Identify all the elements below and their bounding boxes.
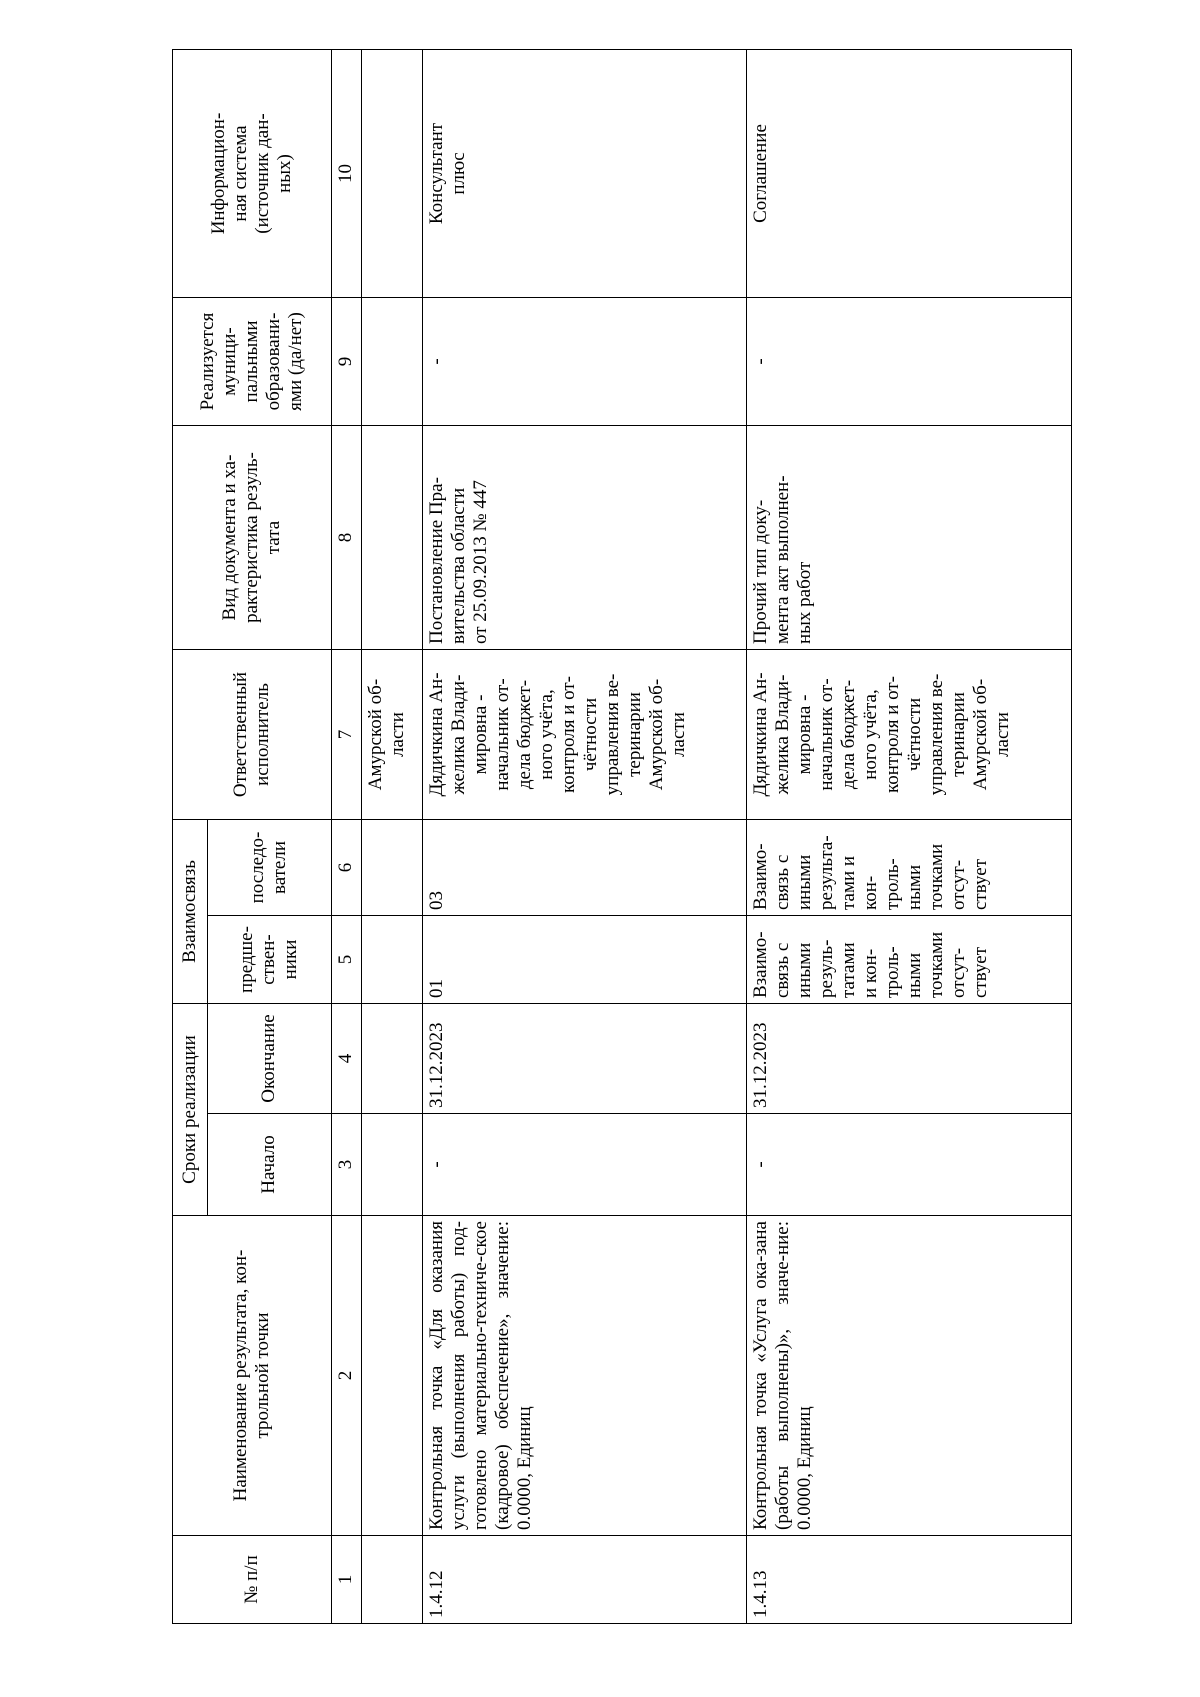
col-number-6: 6	[331, 820, 362, 916]
table-row	[747, 50, 1072, 1624]
col-number-9: 9	[331, 298, 362, 426]
row-municipal: -	[747, 298, 1072, 426]
row-end: 31.12.2023	[747, 1004, 1072, 1114]
continuation-cell	[362, 1216, 422, 1536]
continuation-responsible: Амурской об- ласти	[362, 650, 422, 820]
continuation-cell	[362, 298, 422, 426]
header-terms: Сроки реализации	[173, 1004, 208, 1216]
row-successors: Взаимо- связь с иными результа- тами и кон- троль- ными точками отсут- ствует	[747, 820, 1072, 916]
row-info-system: Соглашение	[747, 50, 1072, 298]
row-name: Контрольная точка «Услуга ока-зана (работы выполнены)», значе-ние: 0.0000, Единиц	[747, 1216, 1072, 1536]
row-document: Прочий тип доку- мента акт выполнен- ных работ	[747, 426, 1072, 650]
row-document: Постановление Пра- вительства области от 25.09.2013 № 447	[422, 426, 747, 650]
continuation-cell	[362, 426, 422, 650]
row-predecessors: 01	[422, 916, 747, 1004]
row-predecessors: Взаимо- связь с иными резуль- татами и кон- троль- ными точками отсут- ствует	[747, 916, 1072, 1004]
header-municipal: Реализуется муници- пальными образовани- ями (да/нет)	[173, 298, 332, 426]
rotated-table-wrapper	[172, 50, 1072, 1624]
header-end: Окончание	[207, 1004, 331, 1114]
row-number: 1.4.13	[747, 1536, 1072, 1624]
row-start: -	[422, 1114, 747, 1216]
column-numbers-row	[331, 50, 362, 1624]
header-responsible: Ответственный исполнитель	[173, 650, 332, 820]
control-points-table	[172, 49, 1072, 1624]
continuation-cell	[362, 1114, 422, 1216]
header-predecessors: предше- ствен- ники	[207, 916, 331, 1004]
col-number-2: 2	[331, 1216, 362, 1536]
header-num: № п/п	[173, 1536, 332, 1624]
row-successors: 03	[422, 820, 747, 916]
header-document: Вид документа и ха- рактеристика резуль- тата	[173, 426, 332, 650]
col-number-7: 7	[331, 650, 362, 820]
row-responsible: Дядичкина Ан- желика Влади- мировна - начальник от- дела бюджет- ного учёта, контроля и от- чётности управления ве- теринарии Амурской об- ласти	[422, 650, 747, 820]
continuation-cell	[362, 1004, 422, 1114]
header-info-system: Информацион- ная система (источник дан- ных)	[173, 50, 332, 298]
row-end: 31.12.2023	[422, 1004, 747, 1114]
header-name: Наименование результата, кон- трольной точки	[173, 1216, 332, 1536]
col-number-4: 4	[331, 1004, 362, 1114]
continuation-cell	[362, 50, 422, 298]
col-number-10: 10	[331, 50, 362, 298]
col-number-3: 3	[331, 1114, 362, 1216]
continuation-cell	[362, 916, 422, 1004]
header-successors: последо- ватели	[207, 820, 331, 916]
continuation-cell	[362, 1536, 422, 1624]
header-row-1	[173, 50, 208, 1624]
row-name: Контрольная точка «Для оказания услуги (выполнения работы) под-готовлено материально-техниче-ское (кадровое) обеспечение», значение: 0.0000, Единиц	[422, 1216, 747, 1536]
row-number: 1.4.12	[422, 1536, 747, 1624]
col-number-1: 1	[331, 1536, 362, 1624]
row-municipal: -	[422, 298, 747, 426]
row-start: -	[747, 1114, 1072, 1216]
header-link: Взаимосвязь	[173, 820, 208, 1004]
col-number-5: 5	[331, 916, 362, 1004]
row-info-system: Консультант плюс	[422, 50, 747, 298]
continuation-row	[362, 50, 422, 1624]
continuation-cell	[362, 820, 422, 916]
col-number-8: 8	[331, 426, 362, 650]
row-responsible: Дядичкина Ан- желика Влади- мировна - начальник от- дела бюджет- ного учёта, контроля и от- чётности управления ве- теринарии Амурской об- ласти	[747, 650, 1072, 820]
table-row	[422, 50, 747, 1624]
header-start: Начало	[207, 1114, 331, 1216]
